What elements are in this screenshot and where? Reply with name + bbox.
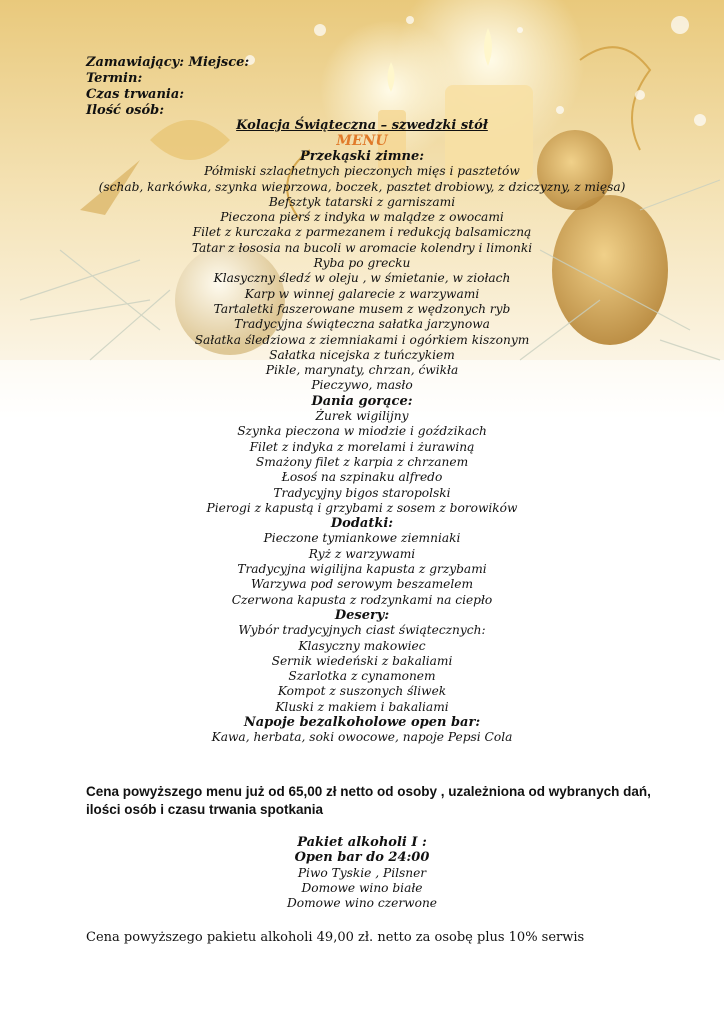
section-heading-cold-starters: Przekąski zimne: [299, 149, 425, 164]
alcohol-package-heading: Pakiet alkoholi I : [297, 835, 427, 850]
menu-item: Półmiski szlachetnych pieczonych mięs i pasztetów [204, 164, 520, 179]
menu-item: Pikle, marynaty, chrzan, ćwikła [265, 363, 459, 378]
menu-item: Sernik wiedeński z bakaliami [271, 653, 453, 668]
order-header [86, 55, 249, 119]
menu-item: Kawa, herbata, soki owocowe, napoje Pepsi Cola [211, 730, 513, 745]
alcohol-item: Piwo Tyskie , Pilsner [297, 865, 427, 880]
menu-item: Czerwona kapusta z rodzynkami na ciepło [231, 592, 493, 607]
section-heading-hot-dishes: Dania gorące: [311, 393, 413, 409]
menu-item: Sałatka nicejska z tuńczykiem [269, 347, 455, 362]
menu-item: Filet z kurczaka z parmezanem i redukcją balsamiczną [192, 225, 532, 240]
menu-item: Karp w winnej galarecie z warzywami [244, 286, 480, 301]
section-heading-sides: Dodatki: [330, 516, 394, 532]
menu-item: Smażony filet z karpia z chrzanem [255, 454, 469, 469]
menu-item: Tradycyjna wigilijna kapusta z grzybami [237, 562, 487, 577]
menu-heading: MENU [336, 133, 388, 149]
menu-item: Tartaletki faszerowane musem z wędzonych ryb [213, 301, 511, 316]
menu-item: Ryż z warzywami [308, 546, 416, 561]
menu-item: Sałatka śledziowa z ziemniakami i ogórkiem kiszonym [194, 332, 530, 347]
menu-item: Żurek wigilijny [315, 409, 409, 424]
alcohol-price-note: Cena powyższego pakietu alkoholi 49,00 zł. netto za osobę plus 10% serwis [86, 930, 585, 945]
menu-item: Pierogi z kapustą i grzybami z sosem z borowików [206, 500, 518, 515]
menu-title: Kolacja Świąteczna – szwedzki stół [236, 118, 488, 133]
menu-item: Szynka pieczona w miodzie i goździkach [237, 424, 487, 439]
menu-item: (schab, karkówka, szynka wieprzowa, boczek, pasztet drobiowy, z dziczyzny, z mięsa) [98, 179, 626, 194]
menu-item: Wybór tradycyjnych ciast świątecznych: [238, 623, 486, 638]
header-field-duration: Czas trwania: [86, 87, 185, 102]
menu-item: Kompot z suszonych śliwek [277, 684, 447, 699]
alcohol-item: Domowe wino czerwone [286, 896, 438, 911]
header-field-date: Termin: [86, 71, 143, 86]
open-bar-heading: Open bar do 24:00 [294, 850, 430, 866]
menu-item: Pieczywo, masło [311, 378, 413, 393]
menu-item: Klasyczny makowiec [298, 638, 426, 653]
menu-item: Łosoś na szpinaku alfredo [281, 470, 443, 485]
menu-item: Tradycyjna świąteczna sałatka jarzynowa [234, 317, 490, 332]
menu-body [0, 118, 724, 746]
header-field-orderer-place: Zamawiający: Miejsce: [86, 55, 250, 70]
menu-item: Tatar z łososia na bucoli w aromacie kolendry i limonki [191, 240, 533, 255]
menu-item: Klasyczny śledź w oleju , w śmietanie, w ziołach [213, 271, 511, 286]
menu-item: Pieczona pierś z indyka w malądze z owocami [220, 210, 504, 225]
section-heading-soft-drinks: Napoje bezalkoholowe open bar: [243, 714, 481, 730]
menu-item: Kluski z makiem i bakaliami [275, 699, 449, 714]
section-heading-desserts: Desery: [334, 607, 390, 623]
header-field-guests: Ilość osób: [86, 103, 164, 118]
menu-item: Pieczone tymiankowe ziemniaki [263, 531, 461, 546]
menu-item: Tradycyjny bigos staropolski [273, 485, 451, 500]
menu-item: Befsztyk tatarski z garniszami [268, 194, 456, 209]
alcohol-package [0, 835, 724, 911]
menu-price-note: Cena powyższego menu już od 65,00 zł netto od osoby , uzależniona od wybranych dań, ilości osób i czasu trwania spotkania [86, 784, 651, 817]
menu-item: Filet z indyka z morelami i żurawiną [249, 439, 475, 454]
alcohol-item: Domowe wino białe [301, 880, 423, 895]
menu-item: Ryba po grecku [313, 256, 411, 271]
menu-item: Warzywa pod serowym beszamelem [250, 577, 474, 592]
menu-item: Szarlotka z cynamonem [288, 669, 436, 684]
